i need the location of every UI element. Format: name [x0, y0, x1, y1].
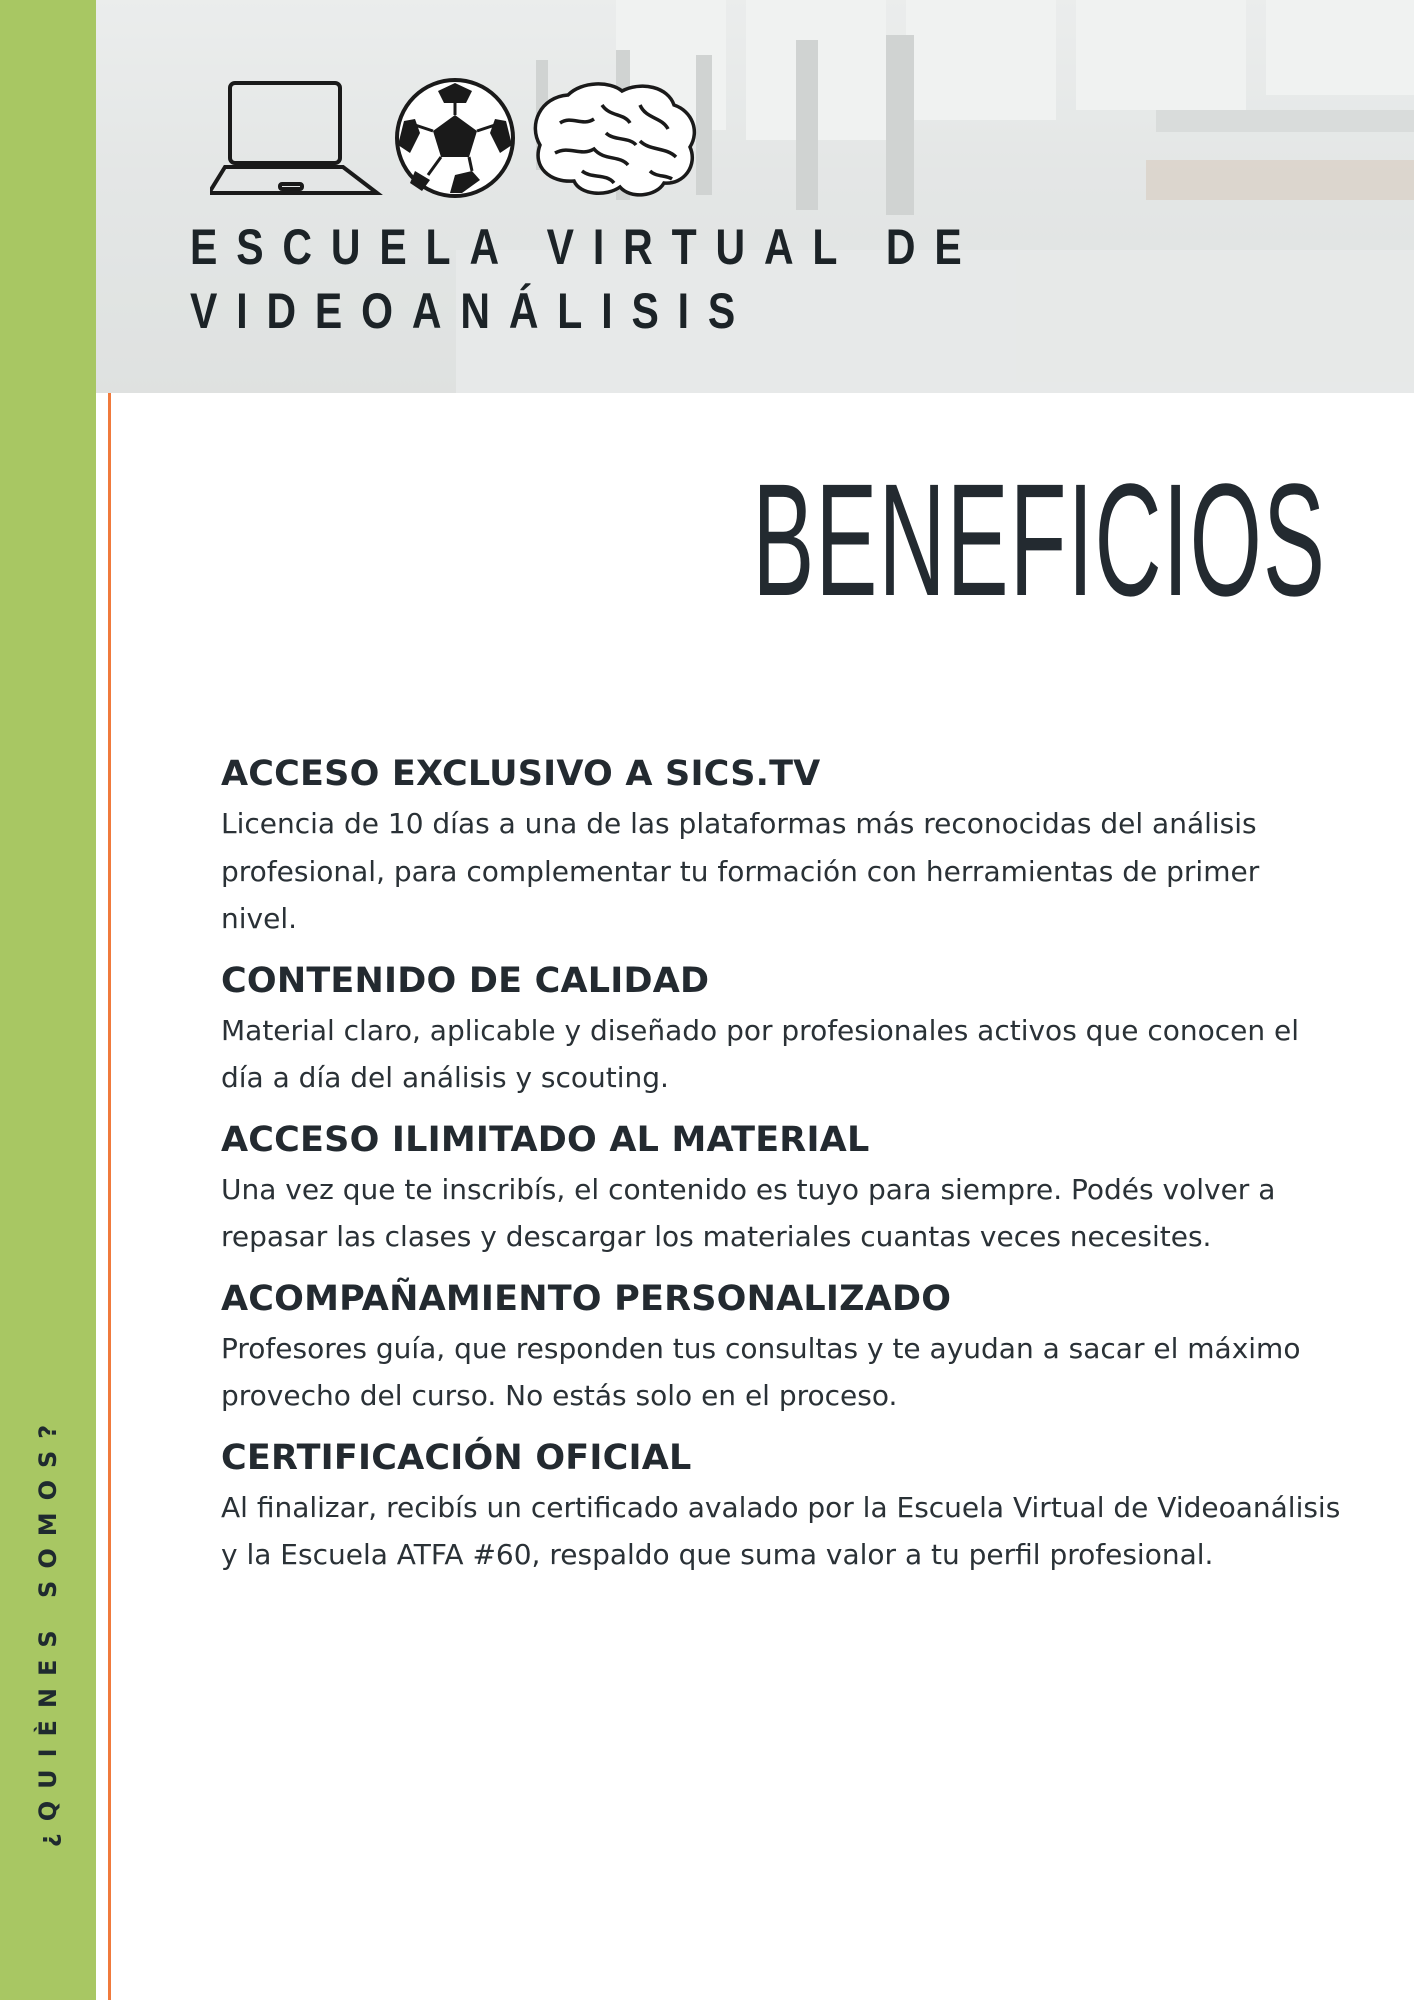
benefit-title: CERTIFICACIÓN OFICIAL: [221, 1437, 692, 1478]
benefit-title: ACCESO EXCLUSIVO A SICS.TV: [221, 754, 821, 794]
school-title-line-1: ESCUELA VIRTUAL DE: [190, 219, 981, 275]
benefit-text: Una vez que te inscribís, el contenido es tuyo para siempre. Podés volver a repasar las clases y descargar los materiales cuantas veces necesites.: [221, 1172, 1276, 1253]
school-title-line-2: VIDEOANÁLISIS: [190, 283, 755, 339]
benefit-item: [221, 1432, 1341, 1579]
page-title: BENEFICIOS: [752, 450, 1326, 629]
benefit-item: [221, 1273, 1341, 1420]
laptop-icon: [210, 83, 377, 193]
benefit-text: Al finalizar, recibís un certificado avalado por la Escuela Virtual de Videoanálisis y la Escuela ATFA #60, respaldo que suma valor a tu perfil profesional.: [221, 1490, 1341, 1571]
sidebar-vertical-label-box: [0, 1400, 96, 1860]
school-title: [190, 215, 981, 343]
benefit-text: Material claro, aplicable y diseñado por profesionales activos que conocen el día a día del análisis y scouting.: [221, 1013, 1299, 1094]
soccer-ball-icon: [397, 80, 513, 196]
header-icons: [210, 75, 730, 205]
benefit-item: [221, 748, 1341, 943]
benefit-item: [221, 955, 1341, 1102]
benefit-title: ACCESO ILIMITADO AL MATERIAL: [221, 1119, 870, 1160]
benefit-title: CONTENIDO DE CALIDAD: [221, 960, 710, 1001]
benefits-list: [221, 748, 1341, 1591]
benefit-item: [221, 1114, 1341, 1261]
left-sidebar: [0, 0, 96, 2000]
benefit-text: Profesores guía, que responden tus consultas y te ayudan a sacar el máximo provecho del curso. No estás solo en el proceso.: [221, 1331, 1301, 1412]
brain-icon: [535, 84, 694, 195]
benefit-text: Licencia de 10 días a una de las plataformas más reconocidas del análisis profesional, para complementar tu formación con herramientas de primer nivel.: [221, 807, 1260, 935]
sidebar-vertical-label: ¿QUIÈNES SOMOS?: [34, 1412, 62, 1848]
benefit-title: ACOMPAÑAMIENTO PERSONALIZADO: [221, 1278, 952, 1319]
